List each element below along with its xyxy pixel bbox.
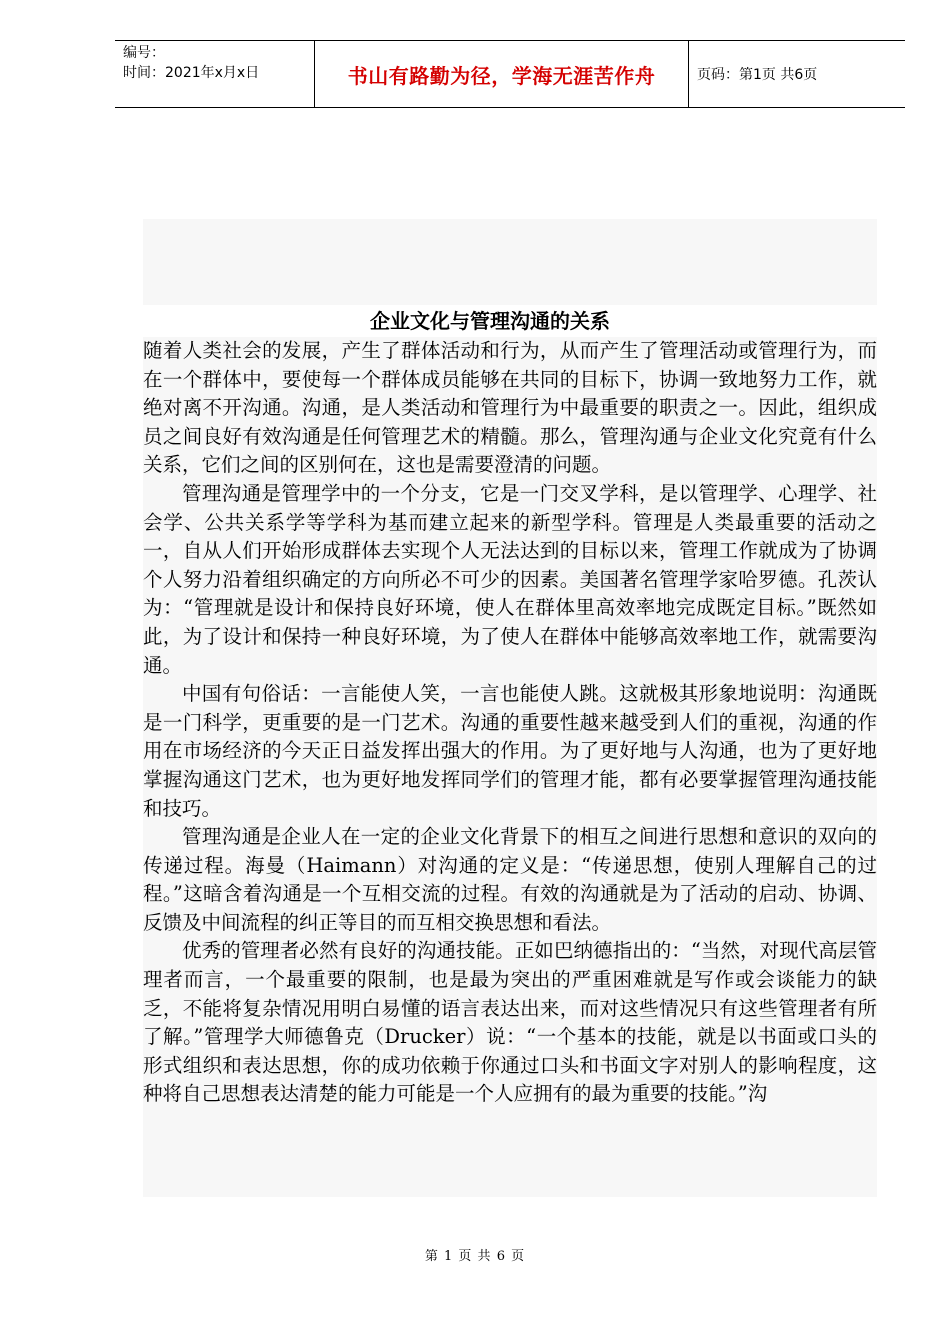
paragraph-4: 管理沟通是企业人在一定的企业文化背景下的相互之间进行思想和意识的双向的传递过程。海曼（Haimann）对沟通的定义是：“传递思想，使别人理解自己的过程。”这暗含着沟通是一个互相交流的过程。有效的沟通就是为了活动的启动、协调、反馈及中间流程的纠正等目的而互相交换思想和看法。 bbox=[143, 825, 877, 934]
paragraph-5: 优秀的管理者必然有良好的沟通技能。正如巴纳德指出的：“当然，对现代高层管理者而言，一个最重要的限制，也是最为突出的严重困难就是写作或会谈能力的缺乏，不能将复杂情况用明白易懂的语言表达出来，而对这些情况只有这些管理者有所了解。”管理学大师德鲁克（Drucker）说：“一个基本的技能，就是以书面或口头的形式组织和表达思想，你的成功依赖于你通过口头和书面文字对别人的影响程度，这种将自己思想表达清楚的能力可能是一个人应拥有的最为重要的技能。”沟 bbox=[143, 939, 877, 1106]
page-footer: 第 1 页 共 6 页 bbox=[424, 1249, 526, 1264]
time-label: 时间：2021年x月x日 bbox=[123, 65, 260, 81]
paragraph-1: 随着人类社会的发展，产生了群体活动和行为，从而产生了管理活动或管理行为，而在一个群体中，要使每一个群体成员能够在共同的目标下，协调一致地努力工作，就绝对离不开沟通。沟通，是人类活动和管理行为中最重要的职责之一。因此，组织成员之间良好有效沟通是任何管理艺术的精髓。那么，管理沟通与企业文化究竟有什么关系，它们之间的区别何在，这也是需要澄清的问题。 bbox=[143, 339, 877, 477]
header-motto: 书山有路勤为径，学海无涯苦作舟 bbox=[315, 41, 689, 107]
blank-shaded-area bbox=[143, 219, 877, 305]
paragraph-3: 中国有句俗话：一言能使人笑，一言也能使人跳。这就极其形象地说明：沟通既是一门科学，更重要的是一门艺术。沟通的重要性越来越受到人们的重视，沟通的作用在市场经济的今天正日益发挥出强大的作用。为了更好地与人沟通，也为了更好地掌握沟通这门艺术，也为更好地发挥同学们的管理才能，都有必要掌握管理沟通技能和技巧。 bbox=[143, 682, 877, 820]
number-label: 编号： bbox=[123, 45, 165, 61]
header-page-label: 页码：第1页 共6页 bbox=[697, 67, 818, 83]
paragraph-2: 管理沟通是管理学中的一个分支，它是一门交叉学科，是以管理学、心理学、社会学、公共关系学等学科为基而建立起来的新型学科。管理是人类最重要的活动之一，自从人们开始形成群体去实现个人无法达到的目标以来，管理工作就成为了协调个人努力沿着组织确定的方向所必不可少的因素。美国著名管理学家哈罗德。孔茨认为：“管理就是设计和保持良好环境，使人在群体里高效率地完成既定目标。”既然如此，为了设计和保持一种良好环境，为了使人在群体中能够高效率地工作，就需要沟通。 bbox=[143, 481, 877, 677]
header-meta bbox=[115, 41, 315, 107]
document-title: 企业文化与管理沟通的关系 bbox=[370, 309, 610, 333]
page-header bbox=[115, 40, 905, 108]
document-body bbox=[143, 337, 877, 1197]
